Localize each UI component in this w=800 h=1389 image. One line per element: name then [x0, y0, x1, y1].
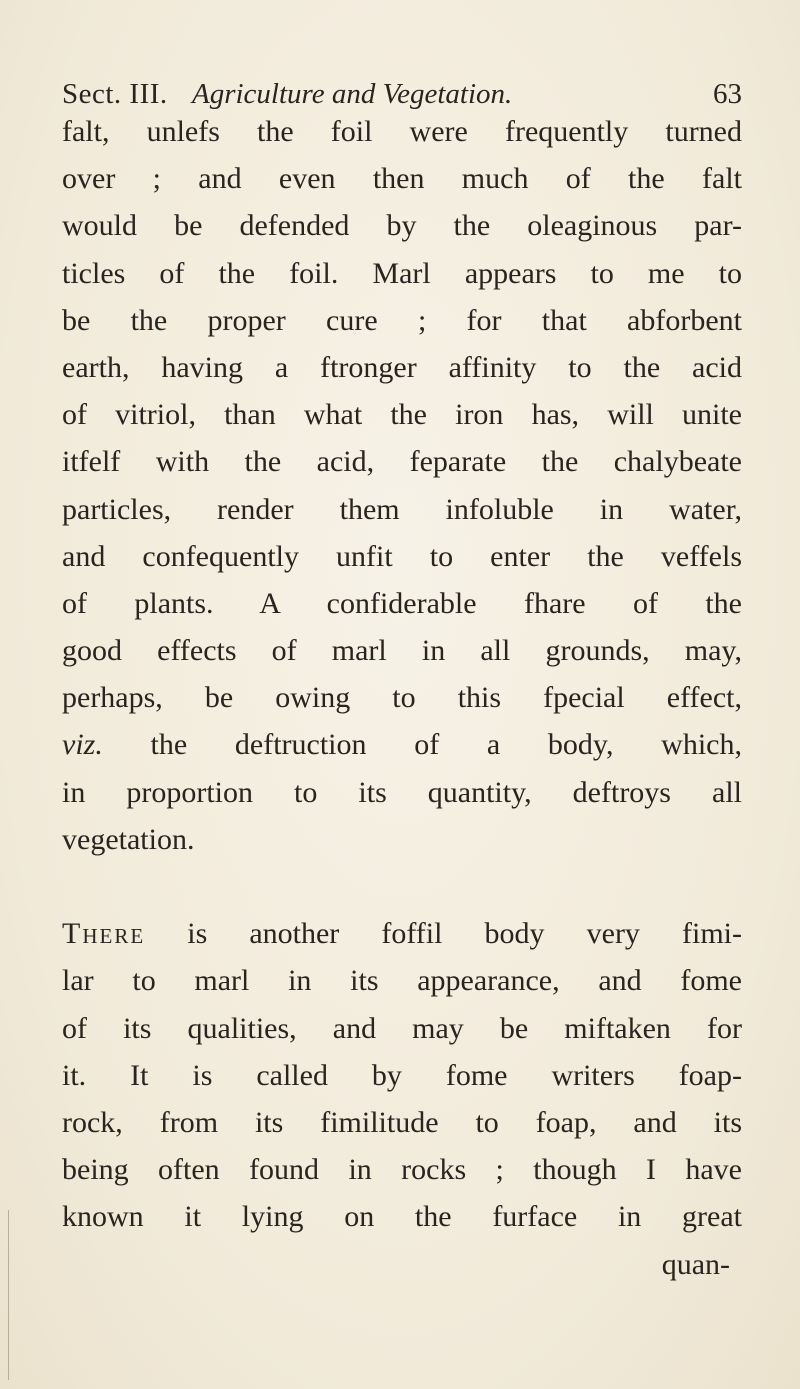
text-line: being often found in rocks ; though I have: [62, 1153, 742, 1187]
text-line: known it lying on the furface in great: [62, 1200, 742, 1234]
text-line: perhaps, be owing to this fpecial effect,: [62, 681, 742, 715]
drop-word: There: [62, 917, 146, 951]
text-line: lar to marl in its appearance, and fome: [62, 964, 742, 998]
text-line: vegetation.: [62, 822, 195, 856]
text-line: of plants. A confiderable fhare of the: [62, 586, 742, 620]
text-line: be the proper cure ; for that abforbent: [62, 303, 742, 337]
text-line: earth, having a ftronger affinity to the acid: [62, 350, 742, 384]
section-label: Sect. III.: [62, 78, 168, 110]
text-line: particles, render them infoluble in water,: [62, 492, 742, 526]
text-line: of its qualities, and may be miftaken for: [62, 1011, 742, 1045]
page-number: 63: [713, 78, 742, 110]
text-line-viz: [62, 721, 742, 768]
first-line-rest: is another foffil body very fimi-: [145, 917, 742, 951]
page-edge-shadow: [8, 1210, 9, 1380]
text-line: rock, from its fimilitude to foap, and its: [62, 1105, 742, 1139]
viz-line-rest: the deftruction of a body, which,: [102, 728, 742, 762]
text-line: itfelf with the acid, feparate the chalybeate: [62, 445, 742, 479]
text-line: good effects of marl in all grounds, may,: [62, 634, 742, 668]
text-line: it. It is called by fome writers foap-: [62, 1058, 742, 1092]
catchword: quan-: [661, 1247, 730, 1281]
body-text: [62, 108, 742, 1288]
paragraph-2-first-line: [62, 910, 742, 957]
text-line: in proportion to its quantity, deftroys all: [62, 775, 742, 809]
text-line: would be defended by the oleaginous par-: [62, 209, 742, 243]
running-title: Agriculture and Vegetation.: [192, 78, 513, 110]
paragraph-gap: [62, 863, 742, 910]
text-line: ticles of the foil. Marl appears to me to: [62, 256, 742, 290]
text-line: of vitriol, than what the iron has, will unite: [62, 398, 742, 432]
text-line: and confequently unfit to enter the veffels: [62, 539, 742, 573]
text-line: over ; and even then much of the falt: [62, 162, 742, 196]
viz-abbreviation: viz.: [62, 728, 103, 762]
text-line: falt, unlefs the foil were frequently turned: [62, 115, 742, 148]
